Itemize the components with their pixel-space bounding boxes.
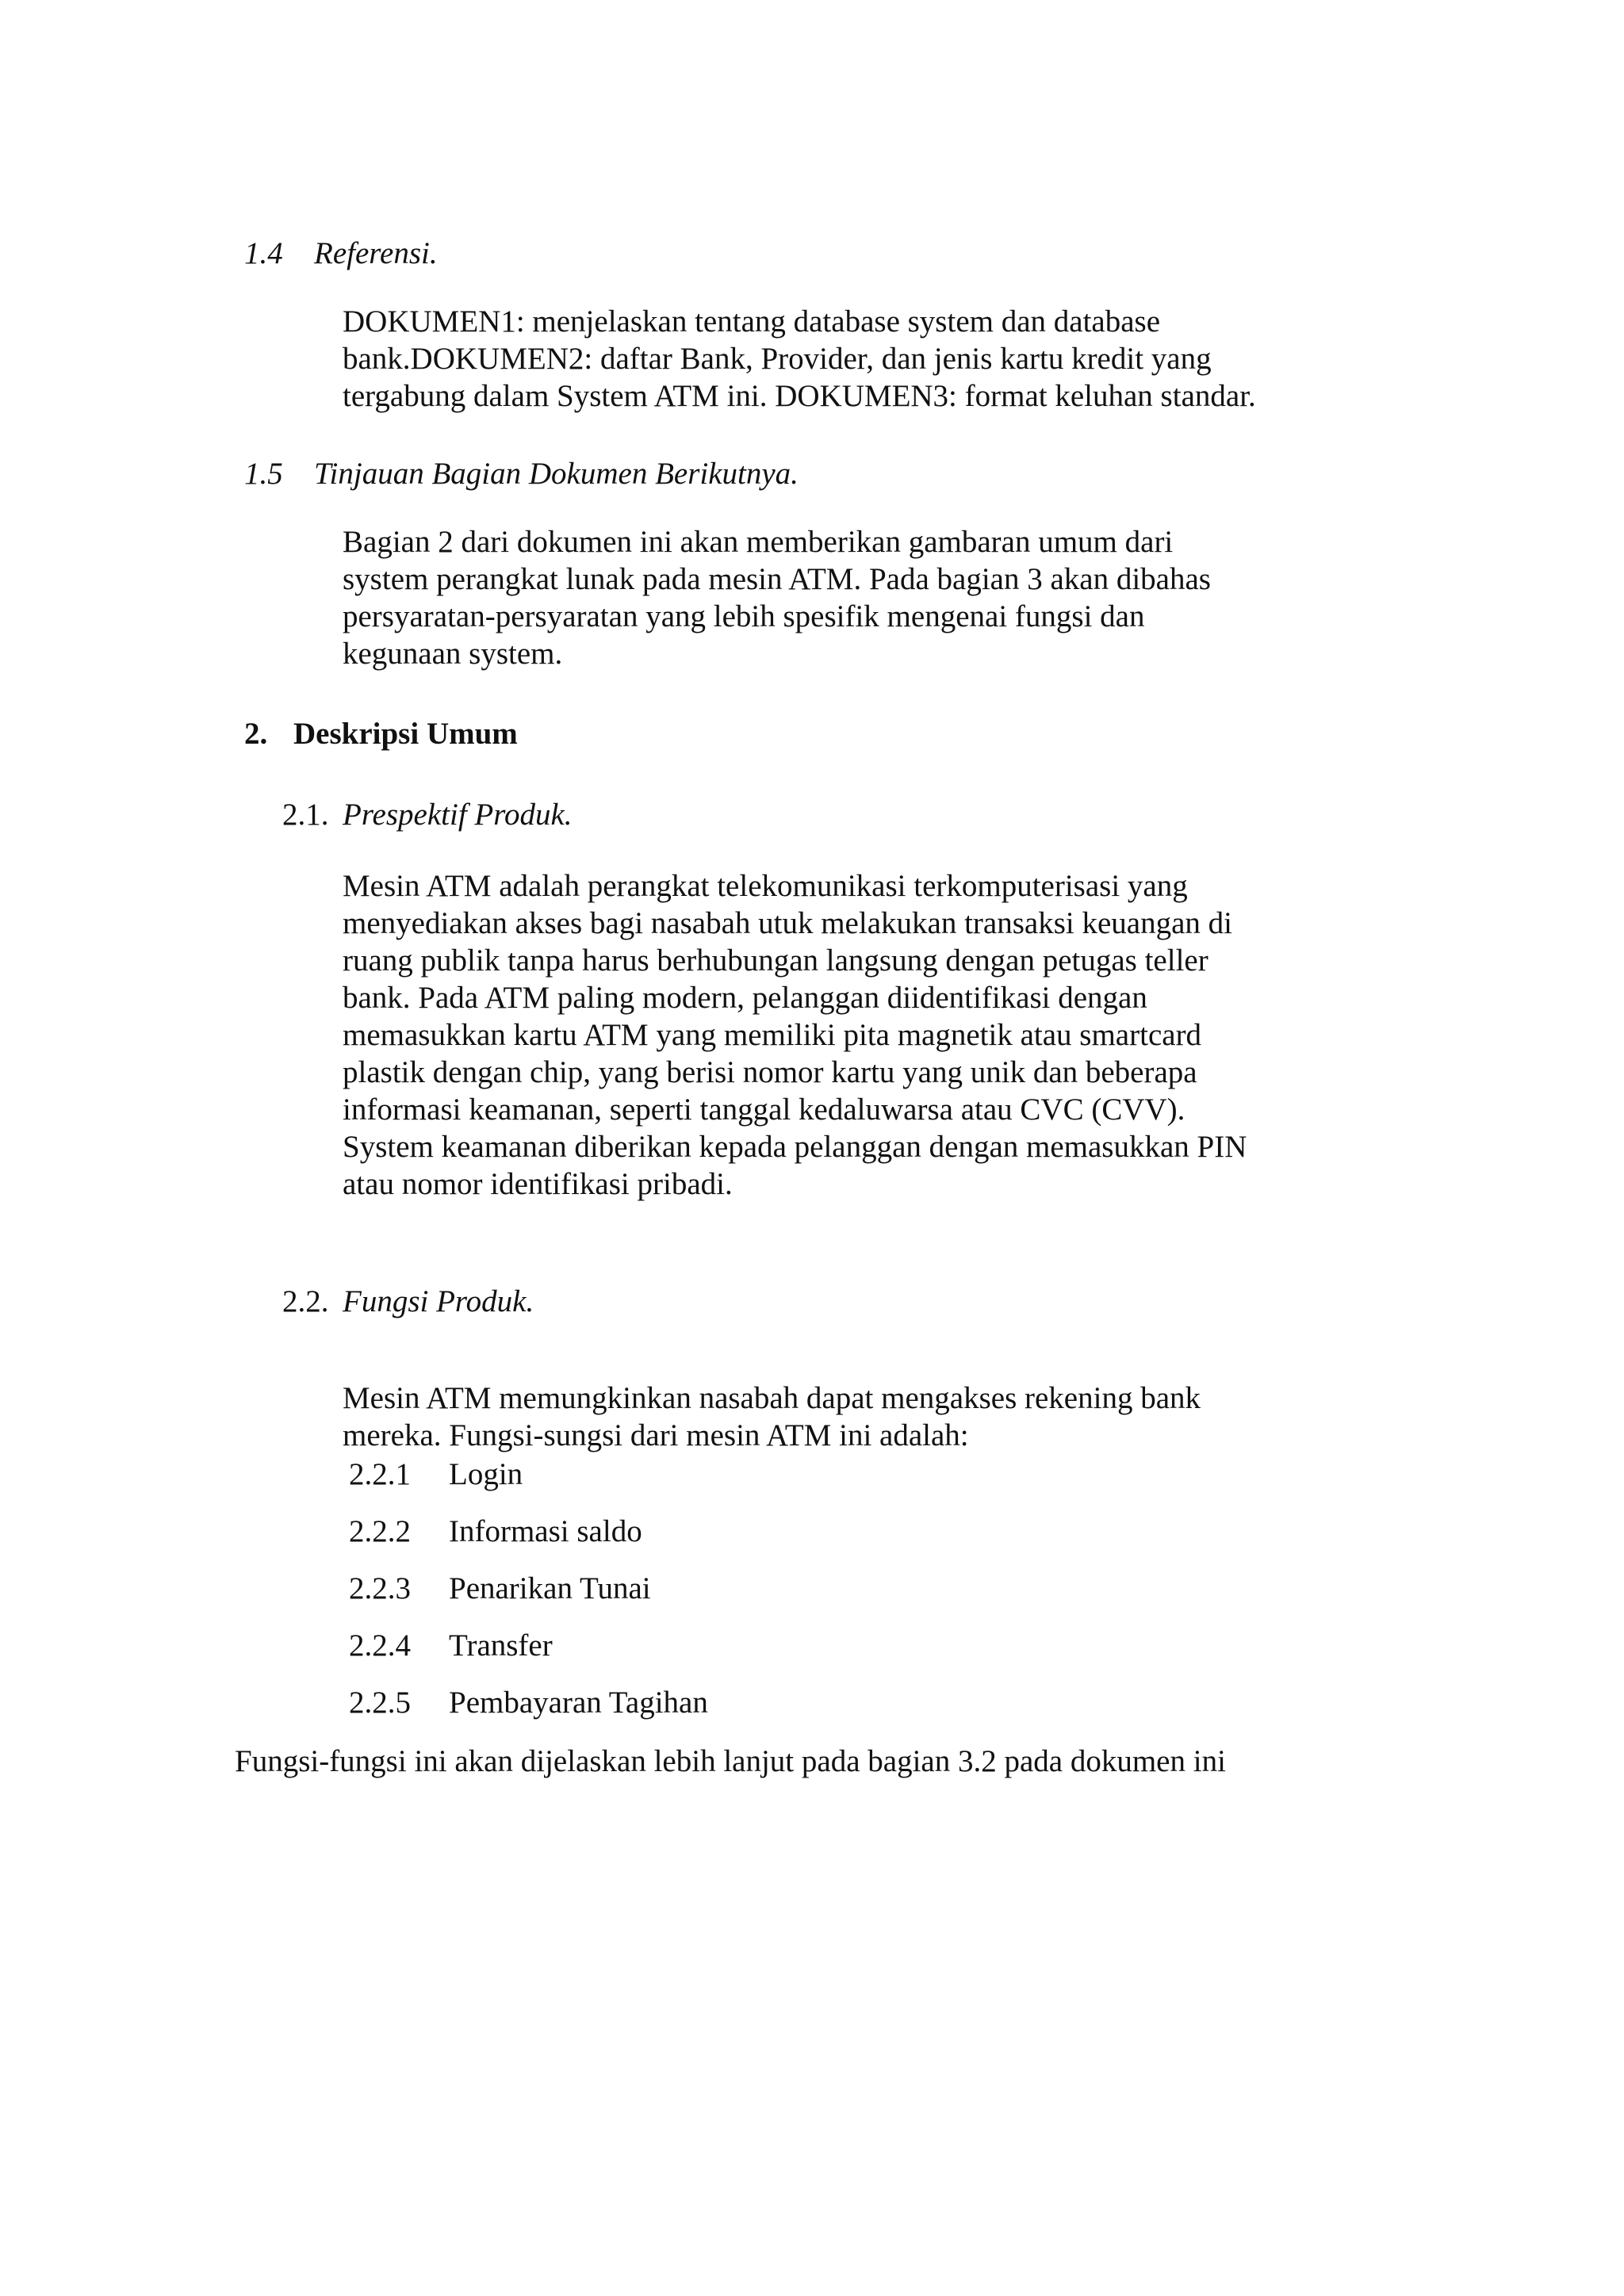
list-label: Transfer <box>449 1628 553 1663</box>
text-line: atau nomor identifikasi pribadi. <box>343 1167 733 1201</box>
list-number: 2.2.1 <box>349 1457 411 1491</box>
text-line: DOKUMEN1: menjelaskan tentang database system dan database <box>343 304 1161 339</box>
heading-number: 1.4 <box>244 236 283 270</box>
closing-sentence: Fungsi-fungsi ini akan dijelaskan lebih lanjut pada bagian 3.2 pada dokumen ini <box>235 1744 1226 1778</box>
text-line: Mesin ATM adalah perangkat telekomunikasi terkomputerisasi yang <box>343 869 1188 903</box>
list-label: Pembayaran Tagihan <box>449 1686 708 1720</box>
list-item-penarikan-tunai <box>349 1570 651 1607</box>
paragraph-prespektif <box>343 867 1405 1203</box>
heading-title: Tinjauan Bagian Dokumen Berikutnya. <box>314 457 799 491</box>
list-number: 2.2.3 <box>349 1571 411 1605</box>
text-line: ruang publik tanpa harus berhubungan langsung dengan petugas teller <box>343 943 1208 978</box>
list-number: 2.2.5 <box>349 1686 411 1720</box>
paragraph-tinjauan <box>343 523 1405 672</box>
text-line: system perangkat lunak pada mesin ATM. Pada bagian 3 akan dibahas <box>343 562 1211 596</box>
paragraph-referensi <box>343 303 1405 415</box>
paragraph-fungsi <box>343 1380 1405 1454</box>
text-line: Mesin ATM memungkinkan nasabah dapat mengakses rekening bank <box>343 1381 1201 1415</box>
text-line: menyediakan akses bagi nasabah utuk melakukan transaksi keuangan di <box>343 906 1232 940</box>
text-line: plastik dengan chip, yang berisi nomor kartu yang unik dan beberapa <box>343 1055 1197 1089</box>
heading-title: Fungsi Produk. <box>343 1284 534 1318</box>
list-label: Login <box>449 1457 523 1491</box>
heading-number: 2.2. <box>282 1284 329 1318</box>
heading-number: 1.5 <box>244 457 283 491</box>
text-line: bank. Pada ATM paling modern, pelanggan diidentifikasi dengan <box>343 981 1147 1015</box>
heading-number: 2.1. <box>282 798 329 832</box>
text-line: System keamanan diberikan kepada pelanggan dengan memasukkan PIN <box>343 1130 1247 1164</box>
list-item-informasi-saldo <box>349 1513 642 1550</box>
list-item-login <box>349 1456 523 1493</box>
heading-2-2 <box>282 1283 534 1320</box>
heading-1-4 <box>244 235 438 272</box>
text-line: mereka. Fungsi-sungsi dari mesin ATM ini adalah: <box>343 1418 969 1452</box>
list-number: 2.2.4 <box>349 1628 411 1663</box>
heading-2-1 <box>282 796 573 833</box>
list-label: Penarikan Tunai <box>449 1571 651 1605</box>
list-number: 2.2.2 <box>349 1514 411 1548</box>
text-line: persyaratan-persyaratan yang lebih spesifik mengenai fungsi dan <box>343 599 1145 633</box>
heading-title: Referensi. <box>314 236 438 270</box>
heading-2 <box>244 715 518 752</box>
text-line: kegunaan system. <box>343 637 563 671</box>
text-line: informasi keamanan, seperti tanggal kedaluwarsa atau CVC (CVV). <box>343 1093 1185 1127</box>
heading-title: Prespektif Produk. <box>343 798 573 832</box>
list-label: Informasi saldo <box>449 1514 642 1548</box>
heading-title: Deskripsi Umum <box>293 717 518 751</box>
heading-1-5 <box>244 455 799 492</box>
text-line: Bagian 2 dari dokumen ini akan memberikan gambaran umum dari <box>343 525 1174 559</box>
text-line: tergabung dalam System ATM ini. DOKUMEN3: format keluhan standar. <box>343 379 1256 413</box>
list-item-transfer <box>349 1627 553 1664</box>
text-line: bank.DOKUMEN2: daftar Bank, Provider, dan jenis kartu kredit yang <box>343 342 1212 376</box>
text-line: memasukkan kartu ATM yang memiliki pita magnetik atau smartcard <box>343 1018 1202 1052</box>
heading-number: 2. <box>244 717 268 751</box>
list-item-pembayaran-tagihan <box>349 1684 708 1721</box>
